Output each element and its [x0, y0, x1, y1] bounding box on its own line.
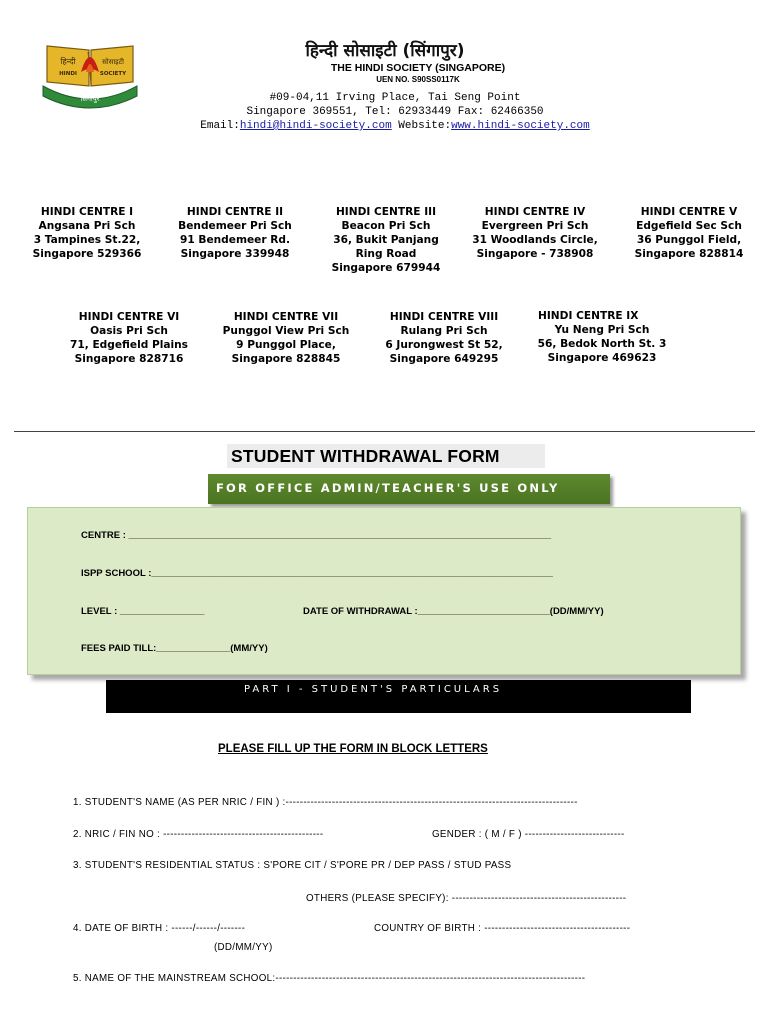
centre-line: 36, Bukit Panjang	[333, 234, 439, 246]
centre-block-1	[27, 205, 147, 261]
hindi-title: हिन्दी सोसाइटी (सिंगापुर)	[305, 41, 465, 61]
centre-line: Singapore 679944	[331, 262, 441, 274]
centre-line: 91 Bendemeer Rd.	[179, 234, 291, 246]
uen-number: UEN NO. S90SS0117K	[376, 75, 460, 84]
address-line-1: #09-04,11 Irving Place, Tai Seng Point	[269, 92, 521, 104]
centre-line: 6 Jurongwest St 52,	[385, 339, 503, 351]
office-use-banner: FOR OFFICE ADMIN/TEACHER'S USE ONLY	[208, 474, 610, 504]
centre-block-4	[466, 205, 604, 261]
level-field[interactable]: LEVEL : ________________	[81, 606, 205, 617]
centre-line: 3 Tampines St.22,	[33, 234, 141, 246]
part-1-banner: PART I - STUDENT'S PARTICULARS	[106, 680, 691, 713]
centre-line: Edgefield Sec Sch	[636, 220, 742, 232]
date-of-birth-field[interactable]: 4. DATE OF BIRTH : ------/------/-------	[73, 923, 246, 934]
block-letters-note: PLEASE FILL UP THE FORM IN BLOCK LETTERS	[218, 743, 488, 755]
centre-line: Ring Road	[355, 248, 417, 260]
centre-line: Singapore 828845	[231, 353, 341, 365]
logo-book-left-text: हिन्दी	[60, 57, 76, 66]
centre-line: 9 Punggol Place,	[236, 339, 336, 351]
centre-line: Oasis Pri Sch	[90, 325, 168, 337]
centre-line: Singapore - 738908	[476, 248, 594, 260]
mainstream-school-field[interactable]: 5. NAME OF THE MAINSTREAM SCHOOL:---------------------------------------------------------------------------------------	[73, 973, 586, 984]
centre-name: HINDI CENTRE VII	[233, 311, 339, 323]
student-name-field[interactable]: 1. STUDENT'S NAME (AS PER NRIC / FIN ) :----------------------------------------------------------------------------------	[73, 797, 578, 808]
residential-status-field[interactable]: 3. STUDENT'S RESIDENTIAL STATUS : S'PORE CIT / S'PORE PR / DEP PASS / STUD PASS	[73, 860, 512, 871]
centre-line: Singapore 339948	[180, 248, 290, 260]
residential-status-others-field[interactable]: OTHERS (PLEASE SPECIFY): -------------------------------------------------	[306, 893, 627, 904]
centre-line: 31 Woodlands Circle,	[472, 234, 598, 246]
date-of-withdrawal-field[interactable]: DATE OF WITHDRAWAL :_________________________(DD/MM/YY)	[303, 606, 604, 617]
centre-line: Angsana Pri Sch	[38, 220, 136, 232]
centre-block-2	[172, 205, 298, 261]
centre-name: HINDI CENTRE VIII	[389, 311, 499, 323]
form-title: STUDENT WITHDRAWAL FORM	[227, 444, 545, 468]
centre-line: 56, Bedok North St. 3	[537, 338, 667, 350]
gender-field[interactable]: GENDER : ( M / F ) ----------------------------	[432, 829, 625, 840]
logo-book-right-text: सोसाइटी	[102, 58, 124, 66]
centre-name: HINDI CENTRE VI	[78, 311, 180, 323]
email-label: Email:	[200, 120, 240, 132]
nric-fin-field[interactable]: 2. NRIC / FIN NO : ---------------------------------------------	[73, 829, 324, 840]
header-divider	[14, 431, 755, 432]
fees-paid-till-field[interactable]: FEES PAID TILL:______________(MM/YY)	[81, 643, 268, 654]
date-format-hint: (DD/MM/YY)	[214, 942, 273, 953]
contact-line	[0, 120, 770, 132]
logo-book-left-sub: HINDI	[59, 71, 77, 77]
centre-name: HINDI CENTRE III	[335, 206, 437, 218]
centre-line: Singapore 828716	[74, 353, 184, 365]
centre-block-9	[530, 309, 674, 365]
society-name: THE HINDI SOCIETY (SINGAPORE)	[330, 62, 506, 74]
centre-name: HINDI CENTRE I	[40, 206, 134, 218]
centre-line: Yu Neng Pri Sch	[554, 324, 650, 336]
centre-line: Bendemeer Pri Sch	[178, 220, 292, 232]
centre-line: Singapore 828814	[634, 248, 744, 260]
centre-line: Singapore 469623	[547, 352, 657, 364]
logo-book-right-sub: SOCIETY	[99, 71, 127, 77]
centre-block-7	[216, 310, 356, 366]
ispp-school-field[interactable]: ISPP SCHOOL :____________________________________________________________________________	[81, 568, 553, 579]
centre-line: Singapore 649295	[389, 353, 499, 365]
email-link[interactable]: hindi@hindi-society.com	[239, 120, 392, 132]
centre-line: Rulang Pri Sch	[400, 325, 488, 337]
centre-line: 36 Punggol Field,	[636, 234, 742, 246]
centre-line: Beacon Pri Sch	[341, 220, 431, 232]
centre-line: Punggol View Pri Sch	[222, 325, 350, 337]
centre-block-3	[324, 205, 448, 275]
centre-name: HINDI CENTRE V	[640, 206, 738, 218]
centre-line: Evergreen Pri Sch	[481, 220, 589, 232]
website-label: Website:	[398, 120, 452, 132]
country-of-birth-field[interactable]: COUNTRY OF BIRTH : -----------------------------------------	[374, 923, 631, 934]
centre-line: 71, Edgefield Plains	[69, 339, 188, 351]
address-line-2: Singapore 369551, Tel: 62933449 Fax: 62466350	[246, 106, 544, 118]
centre-field[interactable]: CENTRE : ________________________________________________________________________________	[81, 530, 552, 541]
centre-name: HINDI CENTRE IV	[484, 206, 586, 218]
centre-block-6	[60, 310, 198, 366]
centre-block-8	[374, 310, 514, 366]
centre-name: HINDI CENTRE II	[186, 206, 284, 218]
centre-block-5	[626, 205, 752, 261]
logo-banner-text: सिंगापुर	[80, 95, 100, 103]
website-link[interactable]: www.hindi-society.com	[451, 120, 590, 132]
centre-line: Singapore 529366	[32, 248, 142, 260]
centre-name: HINDI CENTRE IX	[538, 310, 639, 322]
